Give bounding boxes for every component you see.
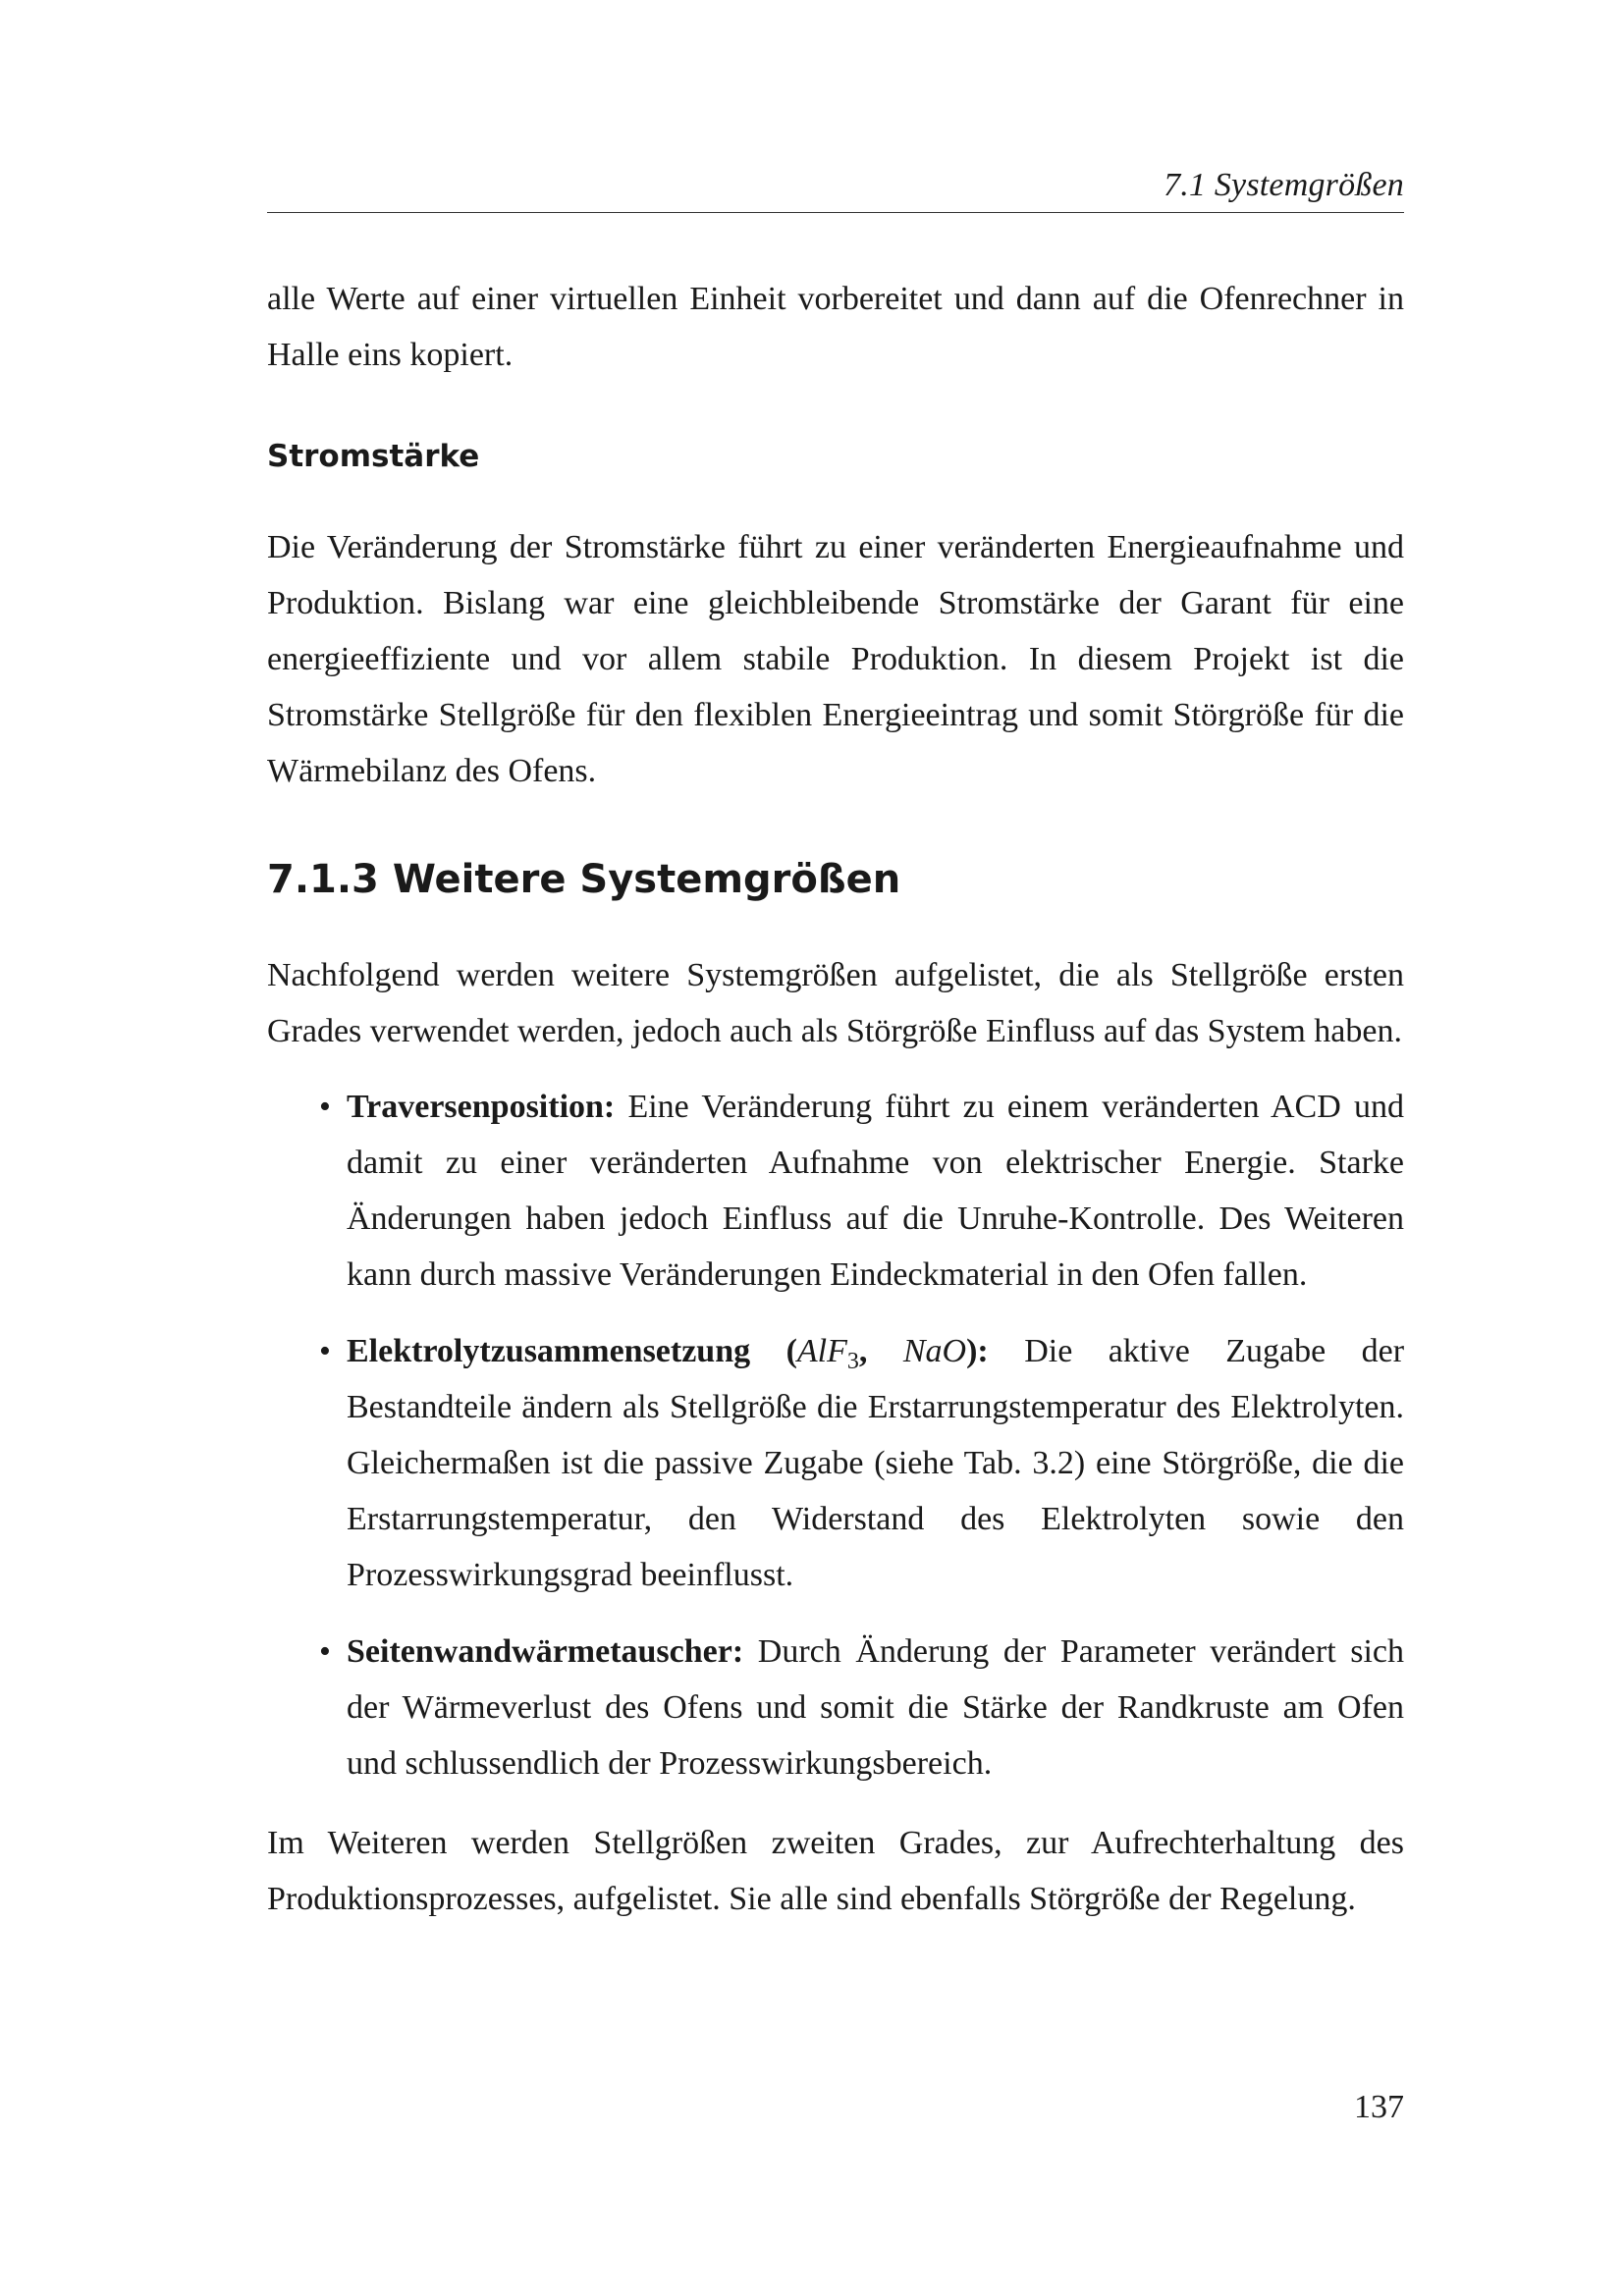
list-item-term: Seitenwandwärmetauscher: <box>347 1633 744 1670</box>
formula-close: ): <box>966 1333 989 1369</box>
stromstaerke-paragraph: Die Veränderung der Stromstärke führt zu einer veränderten Energieaufnahme und Produktion. Bislang war eine gleichbleibende Stromstärke der Garant für eine energieeffiziente und vor allem stabile Produktion. In diesem Projekt ist die Stromstärke Stellgröße für den flexiblen Energieeintrag und somit Störgröße für die Wärmebilanz des Ofens. <box>267 529 1404 789</box>
page-body <box>267 271 1404 1927</box>
formula-alf-base: AlF <box>796 1333 847 1369</box>
section-intro-paragraph: Nachfolgend werden weitere Systemgrößen aufgelistet, die als Stellgröße ersten Grades verwendet werden, jedoch auch als Störgröße Einfluss auf das System haben. <box>267 957 1404 1049</box>
running-header: 7.1 Systemgrößen <box>1164 167 1404 203</box>
list-item-text: Eine Veränderung führt zu einem veränderten ACD und damit zu einer veränderten Aufnahme von elektrischer Energie. Starke Änderungen haben jedoch Einfluss auf die Unruhe-Kontrolle. Des Weiteren kann durch massive Veränderungen Eindeckmaterial in den Ofen fallen. <box>347 1089 1404 1293</box>
list-item-traversenposition <box>267 1079 1404 1303</box>
bullet-marker: • <box>319 1089 331 1125</box>
closing-paragraph: Im Weiteren werden Stellgrößen zweiten Grades, zur Aufrechterhaltung des Produktionsprozesses, aufgelistet. Sie alle sind ebenfalls Störgröße der Regelung. <box>267 1825 1404 1917</box>
bullet-marker: • <box>319 1633 331 1670</box>
subheading-stromstaerke: Stromstärke <box>267 439 480 474</box>
list-item-text: Durch Änderung der Parameter verändert sich der Wärmeverlust des Ofens und somit die Stärke der Randkruste am Ofen und schlussendlich der Prozesswirkungsbereich. <box>347 1633 1404 1782</box>
list-item-elektrolyt <box>267 1323 1404 1603</box>
bullet-list <box>267 1079 1404 1791</box>
list-item-term: Traversenposition: <box>347 1089 616 1125</box>
list-item-term: Elektrolytzusammensetzung <box>347 1333 751 1369</box>
header-rule <box>267 212 1404 213</box>
intro-paragraph: alle Werte auf einer virtuellen Einheit vorbereitet und dann auf die Ofenrechner in Halle eins kopiert. <box>267 281 1404 373</box>
formula-separator: , <box>858 1333 903 1369</box>
list-item-seitenwand <box>267 1624 1404 1791</box>
section-heading: 7.1.3 Weitere Systemgrößen <box>267 857 901 902</box>
formula-alf <box>796 1333 859 1374</box>
formula-nao: NaO <box>902 1333 967 1369</box>
document-page <box>267 0 1404 2296</box>
list-item-text: Die aktive Zugabe der Bestandteile ändern als Stellgröße die Erstarrungstemperatur des Elektrolyten. Gleichermaßen ist die passive Zugabe (siehe Tab. 3.2) eine Störgröße, die die Erstarrungstemperatur, den Widerstand des Elektrolyten sowie den Prozesswirkungsgrad beeinflusst. <box>347 1333 1405 1593</box>
page-number: 137 <box>1354 2089 1404 2125</box>
formula-alf-subscript: 3 <box>846 1349 859 1374</box>
bullet-marker: • <box>319 1333 331 1369</box>
formula-open: ( <box>785 1333 797 1369</box>
